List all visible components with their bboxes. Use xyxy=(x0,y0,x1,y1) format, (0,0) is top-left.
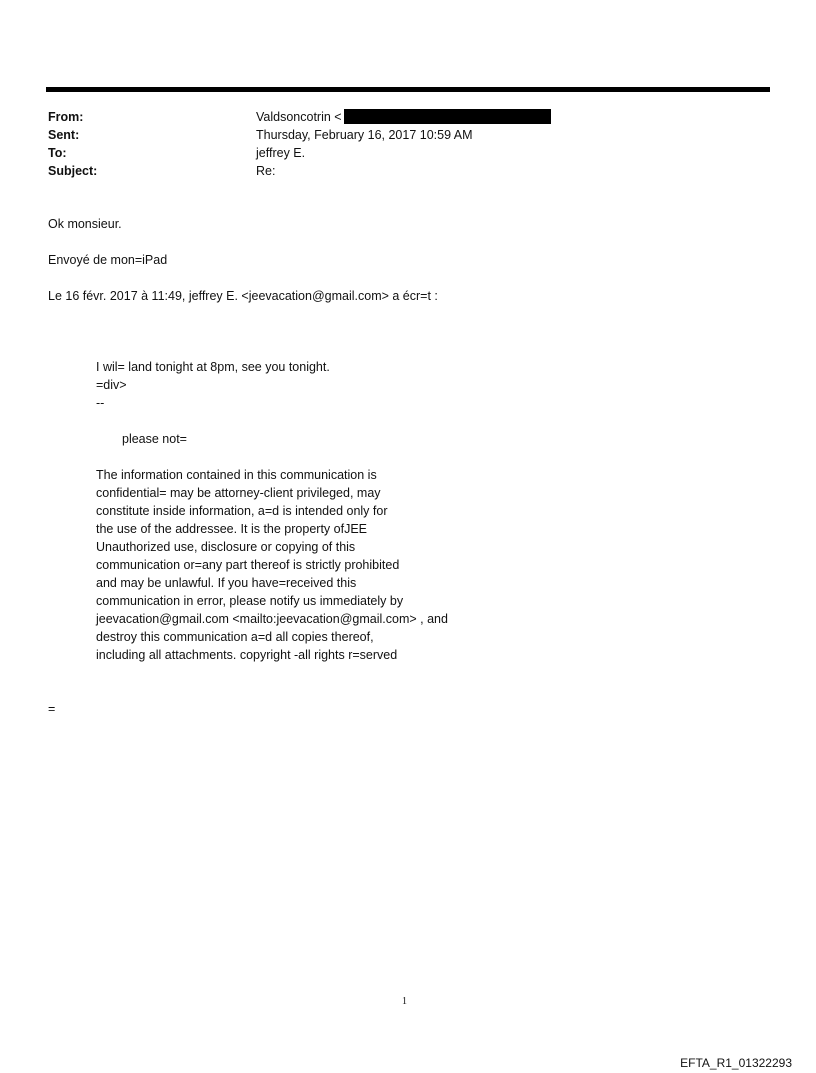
from-value xyxy=(256,108,551,126)
to-label: To: xyxy=(48,146,67,160)
to-value: jeffrey E. xyxy=(256,146,306,160)
page-number: 1 xyxy=(402,996,407,1007)
quoted-line-2: =div> xyxy=(96,378,127,392)
disclaimer-line: communication or=any part thereof is strictly prohibited xyxy=(96,558,400,572)
disclaimer-line: and may be unlawful. If you have=received this xyxy=(96,576,357,590)
disclaimer-line: destroy this communication a=d all copies thereof, xyxy=(96,630,374,644)
quoted-line-1: I wil= land tonight at 8pm, see you tonight. xyxy=(96,360,330,374)
body-line-3: Le 16 févr. 2017 à 11:49, jeffrey E. <jeevacation@gmail.com> a écr=t : xyxy=(48,289,438,303)
redaction-box xyxy=(344,109,551,124)
body-line-2: Envoyé de mon=iPad xyxy=(48,253,168,267)
subject-value: Re: xyxy=(256,164,276,178)
trailing-equals: = xyxy=(48,702,56,716)
quoted-line-3: -- xyxy=(96,396,105,410)
quoted-message xyxy=(96,358,330,448)
header-rule xyxy=(46,87,770,92)
disclaimer xyxy=(96,466,448,664)
quoted-line-4: please not= xyxy=(122,432,187,446)
disclaimer-line: The information contained in this communication is xyxy=(96,468,377,482)
disclaimer-line: the use of the addressee. It is the property ofJEE xyxy=(96,522,367,536)
disclaimer-line: constitute inside information, a=d is intended only for xyxy=(96,504,388,518)
disclaimer-line: confidential= may be attorney-client privileged, may xyxy=(96,486,381,500)
disclaimer-line: jeevacation@gmail.com <mailto:jeevacation@gmail.com> , and xyxy=(96,612,448,626)
disclaimer-line: Unauthorized use, disclosure or copying of this xyxy=(96,540,356,554)
from-label: From: xyxy=(48,110,84,124)
body-line-1: Ok monsieur. xyxy=(48,217,122,231)
quoted-spacer xyxy=(96,412,330,430)
disclaimer-line: including all attachments. copyright -all rights r=served xyxy=(96,648,398,662)
disclaimer-line: communication in error, please notify us immediately by xyxy=(96,594,404,608)
sent-value: Thursday, February 16, 2017 10:59 AM xyxy=(256,128,473,142)
from-name: Valdsoncotrin < xyxy=(256,110,342,124)
sent-label: Sent: xyxy=(48,128,80,142)
subject-label: Subject: xyxy=(48,164,98,178)
bates-number: EFTA_R1_01322293 xyxy=(680,1056,792,1070)
